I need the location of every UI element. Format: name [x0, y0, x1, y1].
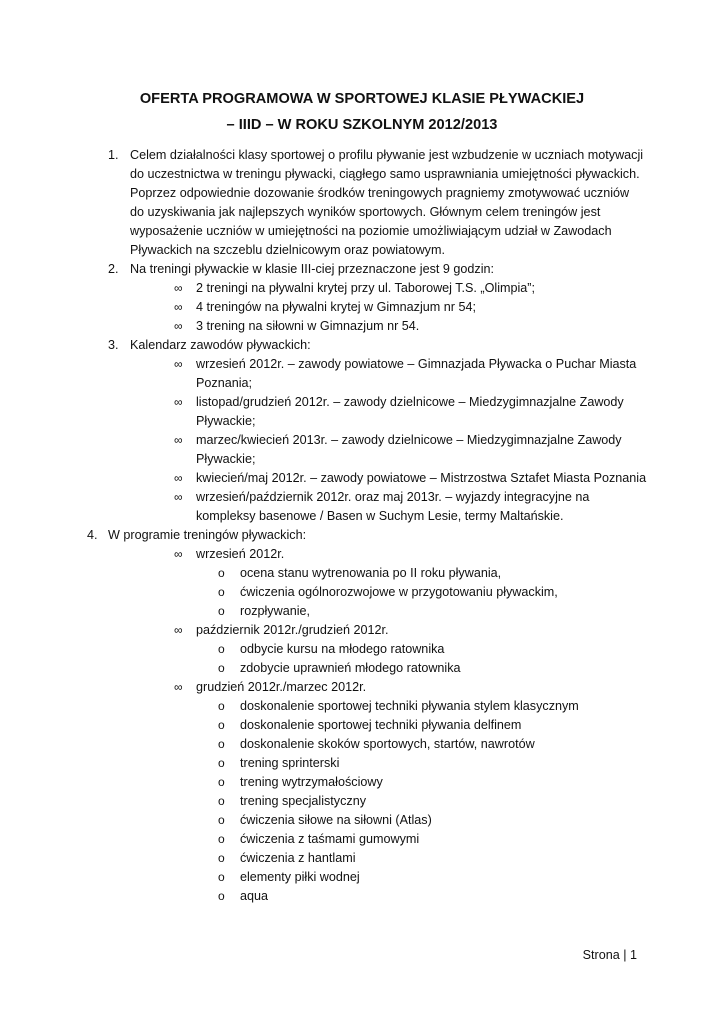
infinity-bullet-icon: ∞	[174, 357, 183, 371]
sub-list-item-text: ćwiczenia siłowe na siłowni (Atlas)	[240, 813, 432, 827]
circle-bullet-icon: o	[218, 718, 225, 732]
circle-bullet-icon: o	[218, 870, 225, 884]
list-item	[0, 279, 724, 298]
section-1-text: wyposażenie uczniów w umiejętności na poziomie umożliwiającym udział w Zawodach	[130, 224, 612, 238]
list-item-text: Pływackie;	[196, 452, 256, 466]
list-item-text: Poznania;	[196, 376, 253, 390]
circle-bullet-icon: o	[218, 604, 225, 618]
group-label: grudzień 2012r./marzec 2012r.	[196, 680, 367, 694]
infinity-bullet-icon: ∞	[174, 490, 183, 504]
section-1-text: Celem działalności klasy sportowej o profilu pływanie jest wzbudzenie w uczniach motywacji	[130, 148, 644, 162]
circle-bullet-icon: o	[218, 737, 225, 751]
section-1-text: Poprzez odpowiednie dozowanie środków treningowych pragniemy zmotywować uczniów	[130, 186, 630, 200]
list-item-continuation	[0, 450, 724, 469]
section-2-text: Na treningi pływackie w klasie III-ciej przeznaczone jest 9 godzin:	[130, 262, 494, 276]
sub-list-item-text: trening specjalistyczny	[240, 794, 366, 808]
section-2-heading	[0, 260, 724, 279]
infinity-bullet-icon: ∞	[174, 281, 183, 295]
sub-list-item	[0, 564, 724, 583]
list-item-text: wrzesień 2012r. – zawody powiatowe – Gimnazjada Pływacka o Puchar Miasta	[196, 357, 637, 371]
infinity-bullet-icon: ∞	[174, 395, 183, 409]
sub-list-item-text: ćwiczenia z taśmami gumowymi	[240, 832, 420, 846]
circle-bullet-icon: o	[218, 851, 225, 865]
infinity-bullet-icon: ∞	[174, 547, 183, 561]
circle-bullet-icon: o	[218, 661, 225, 675]
list-item	[0, 431, 724, 450]
list-item	[0, 469, 724, 488]
sub-list-item-text: rozpływanie,	[240, 604, 310, 618]
sub-list-item	[0, 849, 724, 868]
list-item-text: listopad/grudzień 2012r. – zawody dzielnicowe – Miedzygimnazjalne Zawody	[196, 395, 624, 409]
sub-list-item	[0, 659, 724, 678]
sub-list-item-text: doskonalenie sportowej techniki pływania stylem klasycznym	[240, 699, 579, 713]
infinity-bullet-icon: ∞	[174, 471, 183, 485]
section-1-line	[0, 184, 724, 203]
list-item-text: wrzesień/październik 2012r. oraz maj 2013r. – wyjazdy integracyjne na	[196, 490, 590, 504]
sub-list-item-text: odbycie kursu na młodego ratownika	[240, 642, 445, 656]
list-item	[0, 298, 724, 317]
sub-list-item	[0, 754, 724, 773]
sub-list-item-text: ćwiczenia ogólnorozwojowe w przygotowaniu pływackim,	[240, 585, 558, 599]
section-1-text: do uzyskiwania jak najlepszych wyników sportowych. Głównym celem treningów jest	[130, 205, 601, 219]
sub-list-item	[0, 830, 724, 849]
section-1-line	[0, 222, 724, 241]
sub-list-item-text: ocena stanu wytrenowania po II roku pływania,	[240, 566, 502, 580]
sub-list-item	[0, 583, 724, 602]
list-item-text: kompleksy basenowe / Basen w Suchym Lesie, termy Maltańskie.	[196, 509, 564, 523]
sub-list-item-text: aqua	[240, 889, 269, 903]
sub-list-item	[0, 735, 724, 754]
group-label: wrzesień 2012r.	[196, 547, 285, 561]
sub-list-item-text: ćwiczenia z hantlami	[240, 851, 356, 865]
document-body	[0, 146, 724, 906]
sub-list-item	[0, 811, 724, 830]
title-line-2: – IIID – W ROKU SZKOLNYM 2012/2013	[226, 117, 498, 133]
section-1-text: do uczestnictwa w treningu pływacki, ciągłego samo usprawniania umiejętności pływackich.	[130, 167, 640, 181]
section-1-line	[0, 165, 724, 184]
list-item-text: 3 trening na siłowni w Gimnazjum nr 54.	[196, 319, 420, 333]
title-line-1: OFERTA PROGRAMOWA W SPORTOWEJ KLASIE PŁYWACKIEJ	[139, 91, 585, 107]
page-number-footer: Strona | 1	[582, 948, 637, 962]
list-item-continuation	[0, 374, 724, 393]
sub-list-item	[0, 640, 724, 659]
infinity-bullet-icon: ∞	[174, 623, 183, 637]
list-item-continuation	[0, 507, 724, 526]
list-item-text: Pływackie;	[196, 414, 256, 428]
infinity-bullet-icon: ∞	[174, 300, 183, 314]
list-item-text: 2 treningi na pływalni krytej przy ul. Taborowej T.S. „Olimpia”;	[196, 281, 536, 295]
list-item-text: kwiecień/maj 2012r. – zawody powiatowe – Mistrzostwa Sztafet Miasta Poznania	[196, 471, 647, 485]
section-1-number: 1.	[108, 148, 119, 162]
list-item	[0, 317, 724, 336]
circle-bullet-icon: o	[218, 813, 225, 827]
section-2-number: 2.	[108, 262, 119, 276]
sub-list-item-text: doskonalenie skoków sportowych, startów, nawrotów	[240, 737, 535, 751]
list-item	[0, 545, 724, 564]
section-4-number: 4.	[87, 528, 98, 542]
infinity-bullet-icon: ∞	[174, 433, 183, 447]
circle-bullet-icon: o	[218, 642, 225, 656]
sub-list-item-text: trening sprinterski	[240, 756, 340, 770]
section-1-line	[0, 241, 724, 260]
list-item	[0, 678, 724, 697]
circle-bullet-icon: o	[218, 566, 225, 580]
sub-list-item	[0, 602, 724, 621]
group-label: październik 2012r./grudzień 2012r.	[196, 623, 389, 637]
sub-list-item	[0, 887, 724, 906]
circle-bullet-icon: o	[218, 585, 225, 599]
list-item	[0, 393, 724, 412]
circle-bullet-icon: o	[218, 794, 225, 808]
sub-list-item	[0, 773, 724, 792]
section-1-line	[0, 146, 724, 165]
sub-list-item-text: doskonalenie sportowej techniki pływania delfinem	[240, 718, 522, 732]
list-item-text: marzec/kwiecień 2013r. – zawody dzielnicowe – Miedzygimnazjalne Zawody	[196, 433, 622, 447]
list-item-continuation	[0, 412, 724, 431]
circle-bullet-icon: o	[218, 756, 225, 770]
section-3-text: Kalendarz zawodów pływackich:	[130, 338, 311, 352]
section-4-heading	[0, 526, 724, 545]
circle-bullet-icon: o	[218, 699, 225, 713]
list-item-text: 4 treningów na pływalni krytej w Gimnazjum nr 54;	[196, 300, 476, 314]
circle-bullet-icon: o	[218, 775, 225, 789]
document-title	[0, 86, 724, 138]
infinity-bullet-icon: ∞	[174, 319, 183, 333]
circle-bullet-icon: o	[218, 832, 225, 846]
circle-bullet-icon: o	[218, 889, 225, 903]
sub-list-item-text: trening wytrzymałościowy	[240, 775, 383, 789]
sub-list-item	[0, 792, 724, 811]
sub-list-item-text: elementy piłki wodnej	[240, 870, 360, 884]
section-3-number: 3.	[108, 338, 119, 352]
sub-list-item	[0, 716, 724, 735]
sub-list-item	[0, 868, 724, 887]
sub-list-item	[0, 697, 724, 716]
section-3-heading	[0, 336, 724, 355]
section-4-text: W programie treningów pływackich:	[108, 528, 307, 542]
section-1-line	[0, 203, 724, 222]
list-item	[0, 355, 724, 374]
section-1-text: Pływackich na szczeblu dzielnicowym oraz powiatowym.	[130, 243, 445, 257]
list-item	[0, 621, 724, 640]
infinity-bullet-icon: ∞	[174, 680, 183, 694]
sub-list-item-text: zdobycie uprawnień młodego ratownika	[240, 661, 461, 675]
list-item	[0, 488, 724, 507]
